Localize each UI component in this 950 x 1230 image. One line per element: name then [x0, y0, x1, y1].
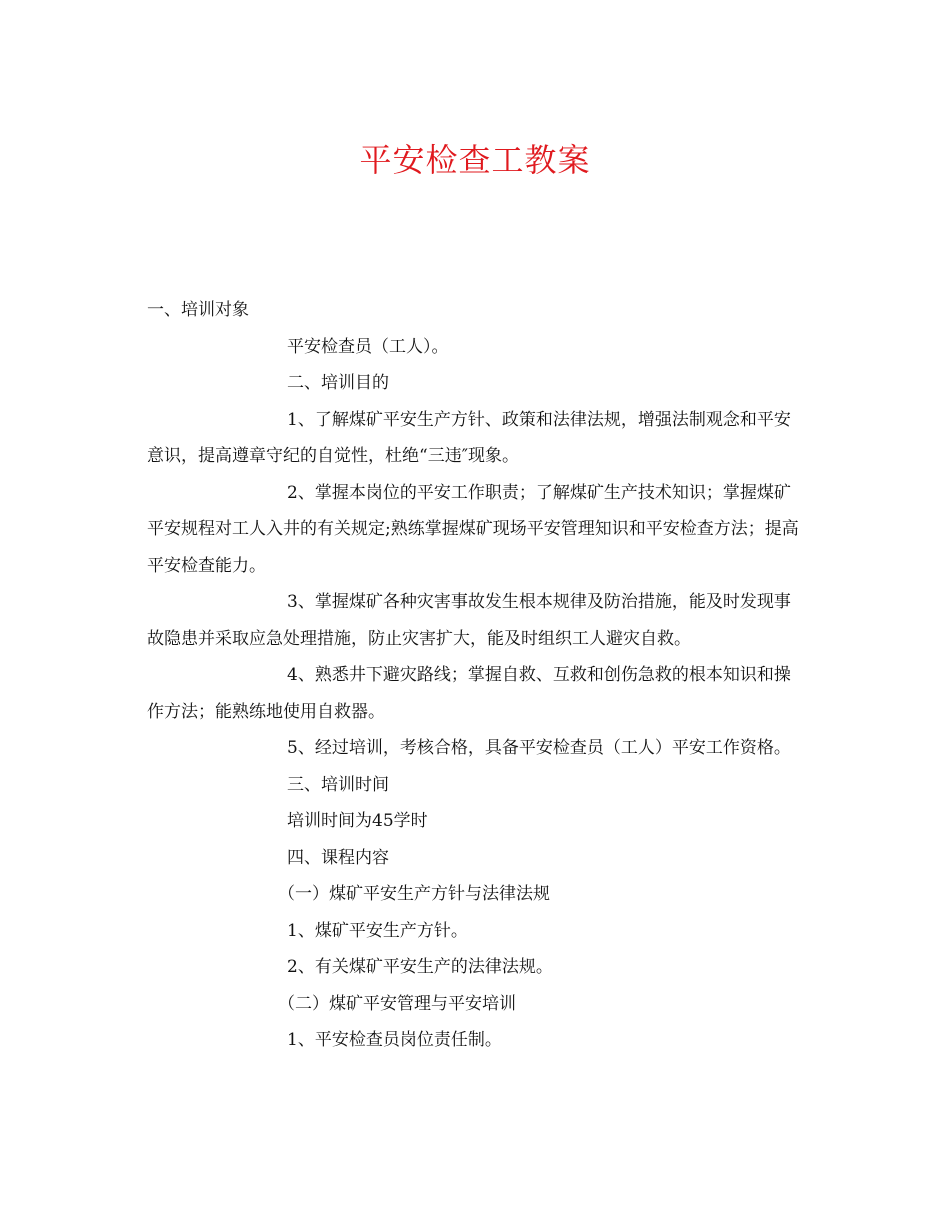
- list-item: 2、有关煤矿平安生产的法律法规。: [287, 957, 553, 977]
- document-title: 平安检查工教案: [359, 141, 591, 179]
- paragraph: 2、掌握本岗位的平安工作职责；了解煤矿生产技术知识；掌握煤矿平安规程对工人入井的有关规定;熟练掌握煤矿现场平安管理知识和平安检查方法；提高平安检查能力。: [147, 482, 799, 576]
- section-heading: 三、培训时间: [287, 774, 389, 795]
- document-body: [147, 292, 802, 1059]
- list-item: 1、平安检查员岗位责任制。: [287, 1030, 502, 1050]
- subsection-heading: （一）煤矿平安生产方针与法律法规: [278, 884, 550, 904]
- subsection-heading: （二）煤矿平安管理与平安培训: [278, 993, 516, 1014]
- paragraph: 1、了解煤矿平安生产方针、政策和法律法规，增强法制观念和平安意识，提高遵章守纪的自觉性，杜绝“三违″现象。: [147, 409, 791, 466]
- section-heading: 一、培训对象: [147, 300, 249, 320]
- section-heading: 二、培训目的: [287, 373, 389, 393]
- paragraph: 3、掌握煤矿各种灾害事故发生根本规律及防治措施，能及时发现事故隐患并采取应急处理措施，防止灾害扩大，能及时组织工人避灾自救。: [147, 592, 791, 649]
- list-item: 1、煤矿平安生产方针。: [287, 920, 468, 941]
- paragraph: 5、经过培训，考核合格，具备平安检查员（工人）平安工作资格。: [287, 738, 791, 758]
- section-heading: 四、课程内容: [287, 847, 389, 868]
- paragraph: 4、熟悉井下避灾路线；掌握自救、互救和创伤急救的根本知识和操作方法；能熟练地使用自救器。: [147, 665, 791, 722]
- paragraph: 平安检查员（工人）。: [287, 336, 449, 357]
- paragraph: 培训时间为45学时: [287, 811, 428, 831]
